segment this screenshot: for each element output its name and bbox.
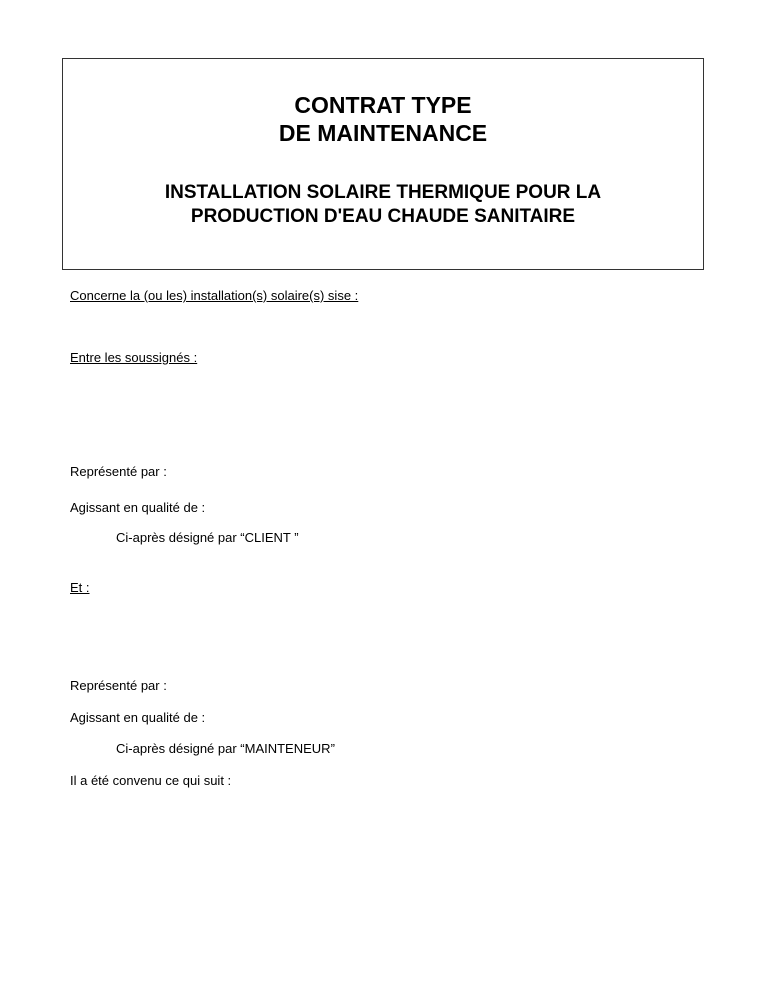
concerne-label: Concerne la (ou les) installation(s) solaire(s) sise : xyxy=(70,288,359,303)
document-subtitle xyxy=(63,181,703,229)
et-label: Et : xyxy=(70,580,90,595)
client-represente-label: Représenté par : xyxy=(70,464,167,479)
document-title xyxy=(63,91,703,147)
client-designation: Ci-après désigné par “CLIENT ” xyxy=(116,530,299,545)
title-line-2: DE MAINTENANCE xyxy=(278,120,488,146)
subtitle-line-2: PRODUCTION D'EAU CHAUDE SANITAIRE xyxy=(190,206,576,227)
mainteneur-qualite-label: Agissant en qualité de : xyxy=(70,710,206,725)
title-box xyxy=(62,58,704,270)
mainteneur-designation: Ci-après désigné par “MAINTENEUR” xyxy=(116,741,335,756)
client-qualite-label: Agissant en qualité de : xyxy=(70,500,206,515)
entre-soussignes-label: Entre les soussignés : xyxy=(70,350,198,365)
subtitle-line-1: INSTALLATION SOLAIRE THERMIQUE POUR LA xyxy=(164,182,602,203)
convenu-label: Il a été convenu ce qui suit : xyxy=(70,773,232,788)
title-line-1: CONTRAT TYPE xyxy=(294,92,472,118)
mainteneur-represente-label: Représenté par : xyxy=(70,678,167,693)
